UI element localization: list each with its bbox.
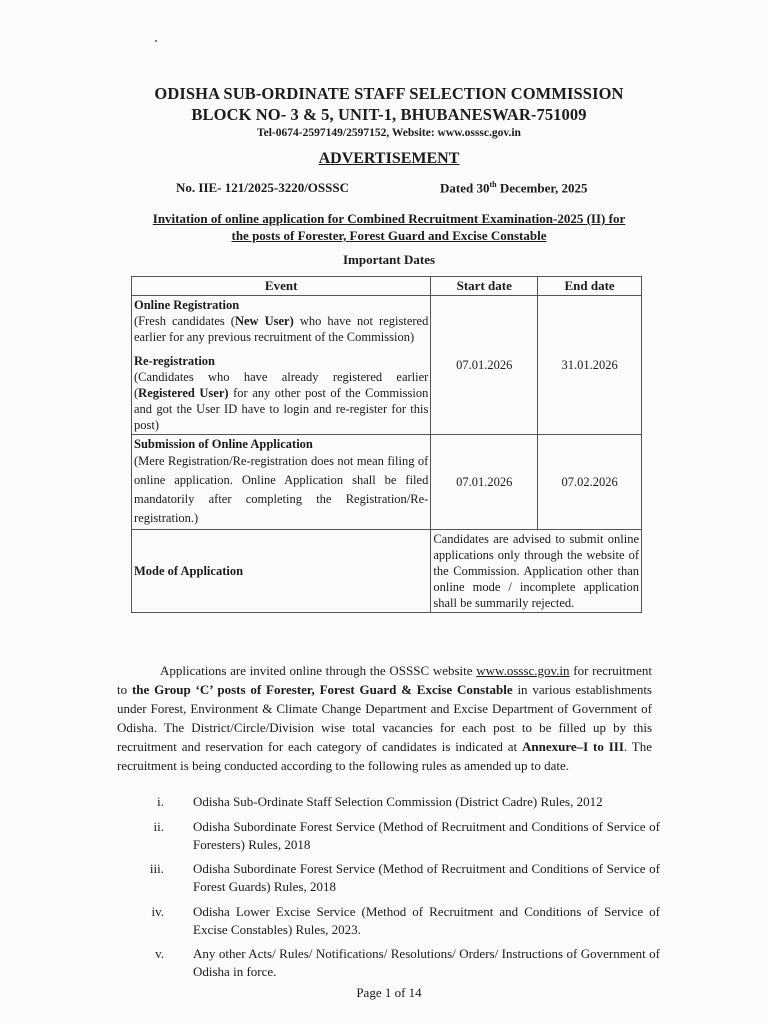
item-text: Odisha Subordinate Forest Service (Method of Recruitment and Conditions of Service of Forest Guards) Rules, 2018 (193, 861, 660, 894)
col-start-date: Start date (431, 277, 538, 296)
event-description (134, 369, 428, 433)
org-contact: Tel-0674-2597149/2597152, Website: www.osssc.gov.in (257, 127, 521, 139)
scan-speck (155, 40, 157, 42)
para-text: Applications are invited online through the OSSSC website (160, 663, 477, 678)
table-header-row (132, 277, 642, 296)
body-paragraph (117, 661, 652, 775)
item-text: Any other Acts/ Rules/ Notifications/ Resolutions/ Orders/ Instructions of Government of Odisha in force. (193, 946, 660, 979)
table-row (132, 435, 642, 530)
event-title: Re-registration (134, 354, 215, 368)
subject-line (100, 210, 678, 244)
event-title: Mode of Application (132, 530, 431, 613)
event-description (134, 313, 428, 345)
para-text: in various establishments under Forest, Environment & Climate Change Department and Excise Department of Government of Odisha. The District/Circle/Division wise total vacancies for each post to be filled up by this recruitment and reservation for each category of candidates is indicated at (117, 682, 652, 754)
event-title: Submission of Online Application (134, 437, 313, 451)
item-number: i. (157, 794, 164, 809)
subject-line-1: Invitation of online application for Combined Recruitment Examination-2025 (II) for (152, 211, 626, 226)
para-text: for recruitment to (117, 663, 653, 697)
subject-line-2: the posts of Forester, Forest Guard and Excise Constable (231, 228, 547, 243)
mode-note: Candidates are advised to submit online applications only through the website of the Commission. Application other than online mode / incomplete application shall be summarily rejected. (431, 530, 642, 613)
para-text: . The recruitment is being conducted according to the following rules as amended up to date. (117, 739, 653, 773)
desc-text: who have not registered earlier for any previous recruitment of the Commission) (134, 314, 429, 344)
date-ordinal: th (489, 180, 497, 189)
desc-text: (Candidates who have already registered earlier ( (134, 370, 429, 400)
event-cell (132, 296, 431, 435)
item-text: Odisha Subordinate Forest Service (Method of Recruitment and Conditions of Service of Foresters) Rules, 2018 (193, 819, 660, 852)
end-date: 07.02.2026 (538, 435, 642, 530)
item-text: Odisha Sub-Ordinate Staff Selection Commission (District Cadre) Rules, 2012 (193, 794, 603, 809)
end-date: 31.01.2026 (538, 296, 642, 435)
item-number: iii. (149, 861, 164, 876)
desc-bold: New User) (234, 314, 294, 328)
reference-number: No. IIE- 121/2025-3220/OSSSC (176, 180, 349, 195)
date-prefix: Dated 30 (440, 180, 490, 196)
para-bold: Annexure–I to III (521, 739, 624, 754)
desc-text: (Fresh candidates ( (134, 314, 235, 328)
event-title: Online Registration (134, 298, 240, 312)
important-dates-table (131, 276, 642, 613)
item-number: v. (155, 946, 164, 961)
org-address: BLOCK NO- 3 & 5, UNIT-1, BHUBANESWAR-751009 (191, 105, 587, 124)
advertisement-date (440, 180, 587, 196)
event-cell (132, 435, 431, 530)
website-link[interactable]: www.osssc.gov.in (476, 663, 570, 678)
date-suffix: December, 2025 (496, 180, 588, 196)
desc-text: for any other post of the Commission and got the User ID have to login and re-register for this post) (134, 386, 429, 432)
advertisement-title: ADVERTISEMENT (318, 150, 460, 167)
table-row (132, 296, 642, 435)
page-number: Page 1 of 14 (356, 985, 422, 1000)
start-date: 07.01.2026 (431, 435, 538, 530)
item-number: ii. (153, 819, 164, 834)
para-bold: the Group ‘C’ posts of Forester, Forest Guard & Excise Constable (131, 682, 513, 697)
start-date: 07.01.2026 (431, 296, 538, 435)
org-name: ODISHA SUB-ORDINATE STAFF SELECTION COMMISSION (154, 84, 624, 103)
item-number: iv. (151, 904, 164, 919)
item-text: Odisha Lower Excise Service (Method of Recruitment and Conditions of Service of Excise Constables) Rules, 2023. (193, 904, 660, 937)
important-dates-heading: Important Dates (342, 252, 436, 267)
col-end-date: End date (538, 277, 642, 296)
table-row (132, 530, 642, 613)
event-description: (Mere Registration/Re-registration does not mean filing of online application. Online Application shall be filed mandatorily after completing the Registration/Re-registration.) (134, 454, 429, 525)
col-event: Event (132, 277, 431, 296)
desc-bold: Registered User) (138, 386, 229, 400)
